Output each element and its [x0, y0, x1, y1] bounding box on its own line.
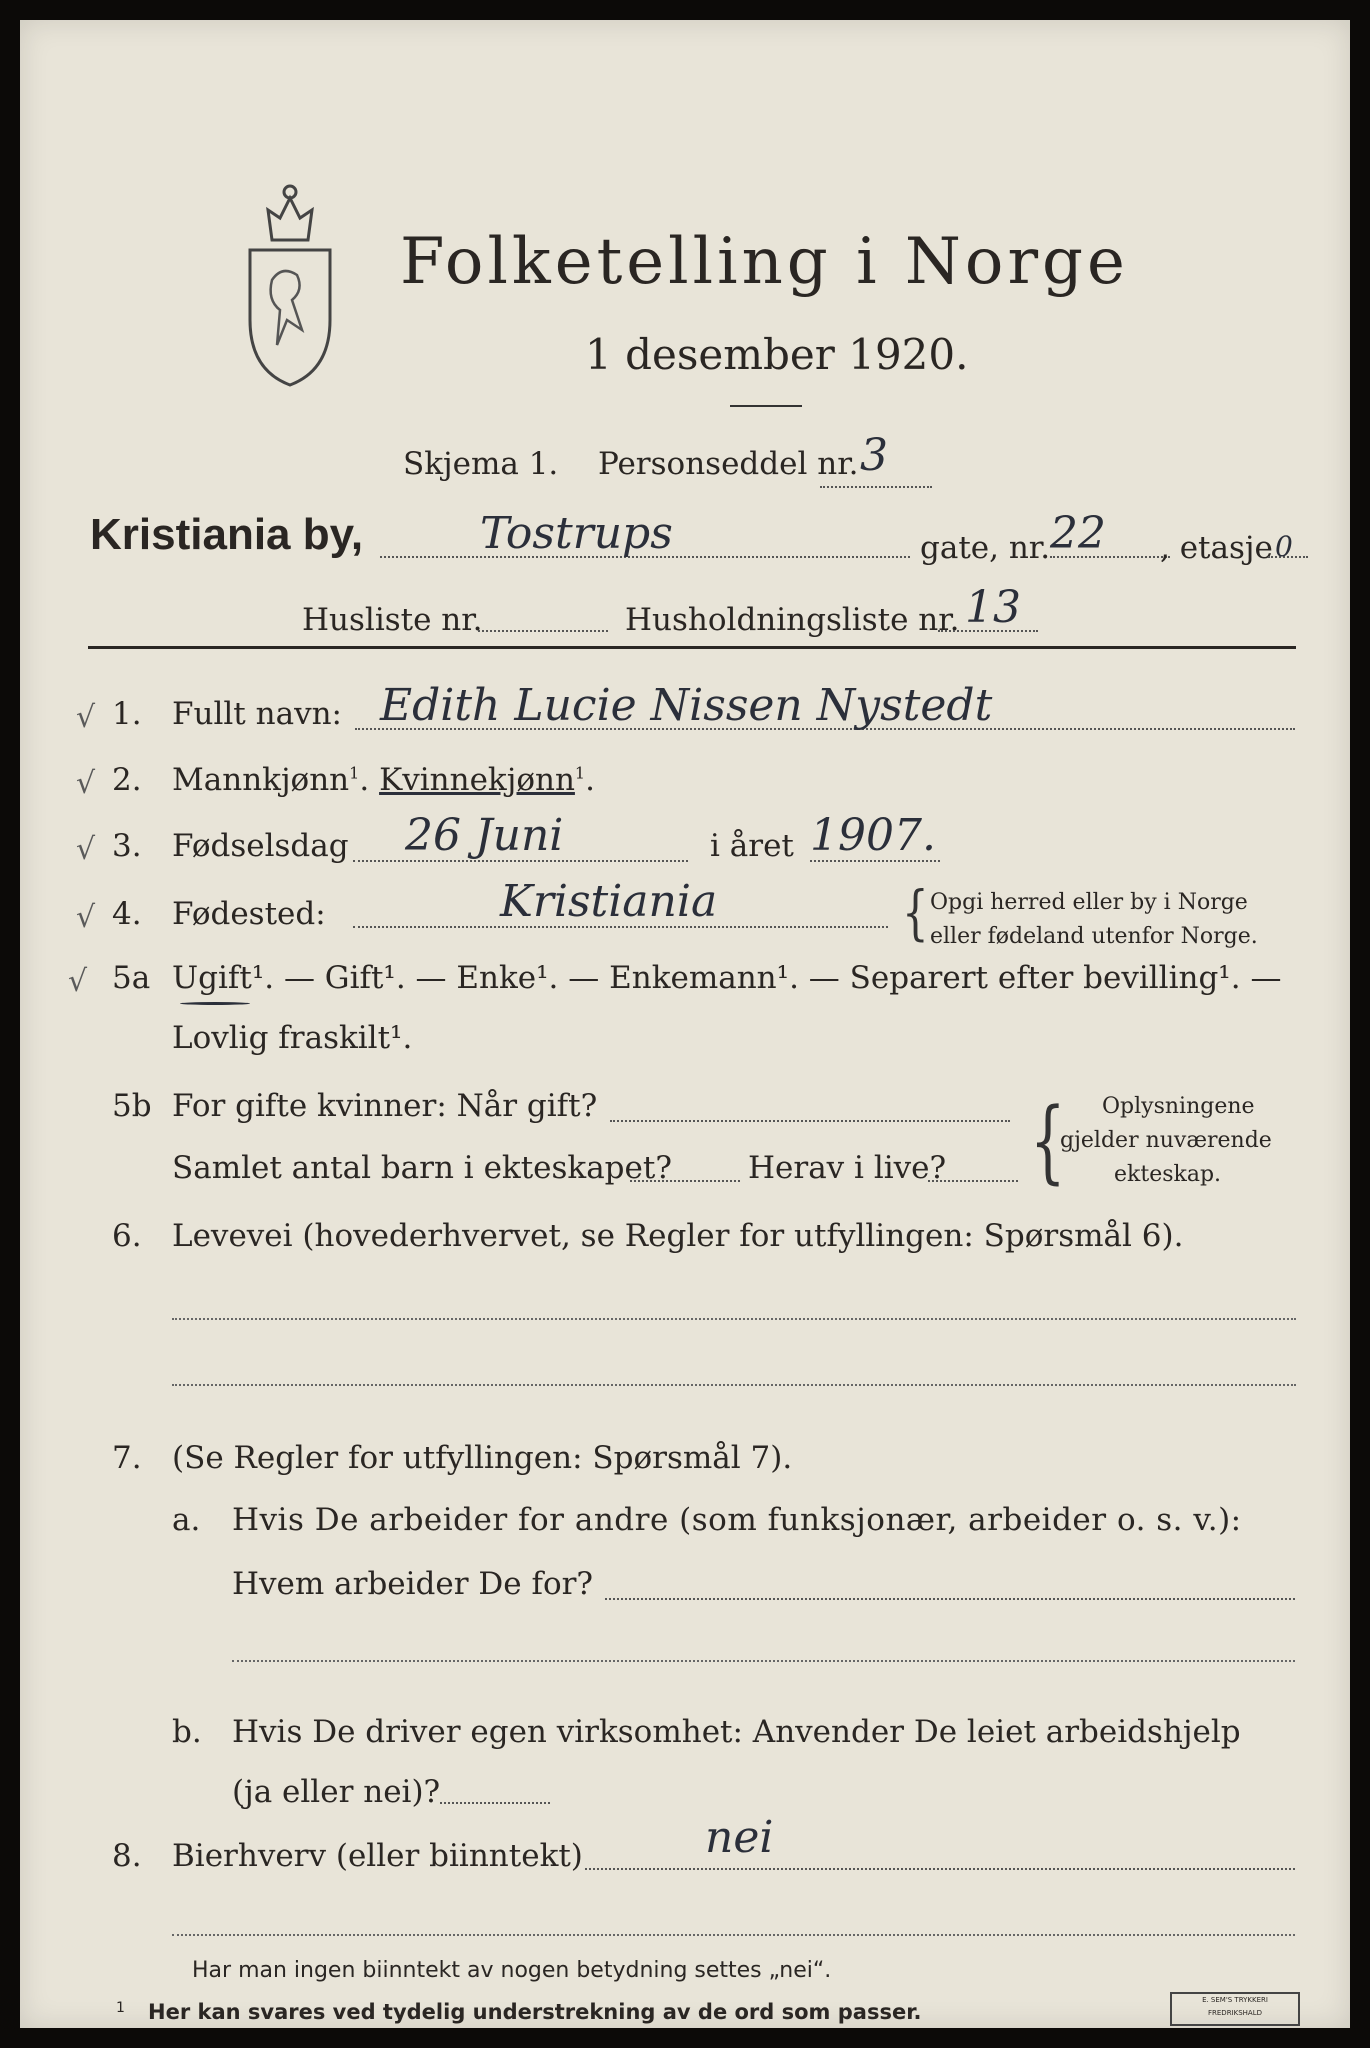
q8-answer-line[interactable] [172, 1934, 1295, 1936]
norwegian-coat-of-arms-icon [242, 170, 338, 390]
q5a-marital-options[interactable]: Ugift¹. — Gift¹. — Enke¹. — Enkemann¹. — Separert efter bevilling¹. — [172, 960, 1282, 996]
printer-line-2: FREDRIKSHALD [1207, 2009, 1262, 2017]
q4-note-line-2: eller fødeland utenfor Norge. [930, 924, 1258, 949]
husholdningsliste-nr[interactable]: 13 [965, 582, 1021, 633]
gate-number[interactable]: 22 [1050, 508, 1106, 559]
q7-number: 7. [112, 1440, 142, 1476]
check-mark-q1: √ [76, 700, 96, 735]
q5b-line-1: For gifte kvinner: Når gift? [172, 1088, 598, 1124]
q7-text: (Se Regler for utfyllingen: Spørsmål 7). [172, 1440, 793, 1476]
q5b-number: 5b [112, 1088, 152, 1124]
census-form [20, 20, 1350, 2028]
q5b-children-label: Samlet antal barn i ekteskapet? [172, 1150, 672, 1186]
etasje-value[interactable]: 0 [1275, 530, 1293, 563]
q4-number: 4. [112, 896, 142, 932]
q4-note-line-1: Opgi herred eller by i Norge [930, 890, 1248, 915]
check-mark-q5a: √ [68, 964, 88, 999]
q5b-note-line-2: gjelder nuværende [1060, 1128, 1272, 1153]
q1-number: 1. [112, 696, 142, 732]
full-name-value[interactable]: Edith Lucie Nissen Nystedt [380, 680, 993, 731]
q6-answer-line-2[interactable] [172, 1384, 1296, 1386]
q3-year-label: i året [710, 828, 794, 864]
skjema-label: Skjema 1. [403, 446, 559, 482]
personseddel-label: Personseddel nr. [598, 446, 859, 482]
footnote-mark: 1 [116, 2000, 125, 2016]
husliste-label: Husliste nr. [302, 602, 483, 638]
q5b-bracket: { [1030, 1090, 1066, 1195]
q7a-line-1: Hvis De arbeider for andre (som funksjonær, arbeider o. s. v.): [232, 1502, 1242, 1538]
q2-separator: . [359, 762, 380, 798]
q2-mannkjonn[interactable]: Mannkjønn [172, 762, 350, 798]
q3-number: 3. [112, 828, 142, 864]
street-name[interactable]: Tostrups [480, 508, 673, 559]
q7b-line-1: Hvis De driver egen virksomhet: Anvender De leiet arbeidshjelp [232, 1714, 1241, 1750]
footer-note: Har man ingen biinntekt av nogen betydning settes „nei“. [192, 1958, 832, 1983]
q2-kvinnekjonn[interactable]: Kvinnekjønn [379, 762, 575, 798]
etasje-label: , etasje [1160, 530, 1273, 566]
census-date: 1 desember 1920. [585, 330, 969, 379]
q2-sup-1: 1 [349, 763, 360, 783]
printer-stamp [1170, 1992, 1300, 2026]
check-mark-q3: √ [76, 832, 96, 867]
q5a-number: 5a [112, 960, 151, 996]
q8-number: 8. [112, 1838, 142, 1874]
q8-label: Bierhverv (eller biinntekt) [172, 1838, 583, 1874]
q5a-lovlig-fraskilt[interactable]: Lovlig fraskilt¹. [172, 1020, 413, 1056]
bierhverv-value[interactable]: nei [705, 1812, 774, 1863]
form-title: Folketelling i Norge [400, 225, 1129, 299]
q4-label: Fødested: [172, 896, 326, 932]
birth-date-value[interactable]: 26 Juni [405, 810, 564, 861]
q7a-label: a. [172, 1502, 201, 1538]
gate-label: gate, nr. [920, 530, 1051, 566]
q7b-line-2: (ja eller nei)? [232, 1774, 441, 1810]
q2-gender-options [172, 762, 595, 798]
city-label: Kristiania by, [90, 510, 364, 559]
birthplace-value[interactable]: Kristiania [500, 876, 718, 927]
q7b-label: b. [172, 1714, 202, 1750]
q1-label: Fullt navn: [172, 696, 342, 732]
footnote-text: Her kan svares ved tydelig understrekning av de ord som passer. [148, 2000, 922, 2024]
printer-line-1: E. SEM'S TRYKKERI [1202, 1996, 1268, 2004]
q2-sup-2: 1 [574, 763, 586, 783]
check-mark-q2: √ [76, 766, 96, 801]
birth-year-value[interactable]: 1907. [810, 810, 936, 861]
header-rule [88, 646, 1296, 649]
personseddel-nr[interactable]: 3 [860, 430, 888, 481]
q7a-answer-line[interactable] [232, 1660, 1295, 1662]
q3-label: Fødselsdag [172, 828, 349, 864]
q2-end: . [585, 762, 595, 798]
q6-levevei-label: Levevei (hovederhvervet, se Regler for utfyllingen: Spørsmål 6). [172, 1218, 1184, 1254]
ugift-underline [180, 1002, 250, 1005]
title-divider [730, 405, 802, 407]
q2-number: 2. [112, 762, 142, 798]
q6-number: 6. [112, 1218, 142, 1254]
q4-bracket: { [902, 878, 929, 947]
q5b-note-line-1: Oplysningene [1102, 1094, 1255, 1119]
q5b-alive-label: Herav i live? [748, 1150, 947, 1186]
q5b-note-line-3: ekteskap. [1114, 1162, 1222, 1187]
husholdningsliste-label: Husholdningsliste nr. [625, 602, 960, 638]
q6-answer-line-1[interactable] [172, 1318, 1296, 1320]
q7a-line-2: Hvem arbeider De for? [232, 1566, 594, 1602]
check-mark-q4: √ [76, 900, 96, 935]
